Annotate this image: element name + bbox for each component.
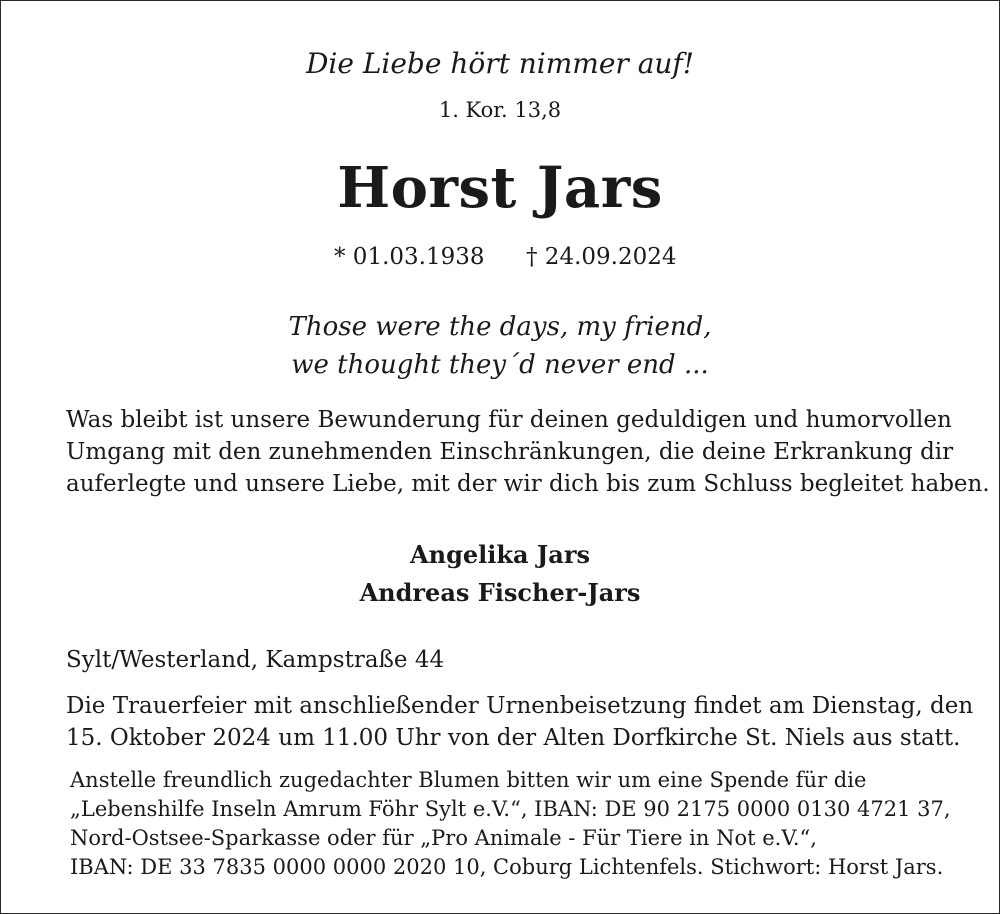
service-line: 15. Oktober 2024 um 11.00 Uhr von der Alten Dorfkirche St. Niels aus statt. — [66, 725, 961, 751]
service-info — [66, 690, 974, 754]
tribute-line: auferlegte und unsere Liebe, mit der wir dich bis zum Schluss begleitet haben. — [66, 471, 990, 497]
motto-reference: 1. Kor. 13,8 — [438, 98, 562, 122]
quote-line: Those were the days, my friend, — [288, 312, 712, 342]
signers — [0, 536, 1000, 612]
address: Sylt/Westerland, Kampstraße 44 — [66, 647, 445, 673]
quote — [0, 308, 1000, 384]
donation-line: Nord-Ostsee-Sparkasse oder für „Pro Animale - Für Tiere in Not e.V.“, — [70, 826, 817, 850]
tribute-text — [66, 404, 990, 500]
quote-line: we thought they´d never end ... — [291, 350, 709, 380]
tribute-line: Was bleibt ist unsere Bewunderung für deinen geduldigen und humorvollen — [66, 407, 952, 433]
service-line: Die Trauerfeier mit anschließender Urnenbeisetzung findet am Dienstag, den — [66, 693, 974, 719]
donation-info — [70, 766, 970, 882]
birth-date: * 01.03.1938 — [334, 244, 485, 270]
signer-name: Angelika Jars — [410, 540, 590, 569]
donation-line: „Lebenshilfe Inseln Amrum Föhr Sylt e.V.“, IBAN: DE 90 2175 0000 0130 4721 37, — [70, 797, 951, 821]
death-date: † 24.09.2024 — [526, 244, 677, 270]
deceased-name: Horst Jars — [337, 155, 663, 221]
signer-name: Andreas Fischer-Jars — [359, 578, 641, 607]
donation-line: Anstelle freundlich zugedachter Blumen bitten wir um eine Spende für die — [70, 768, 867, 792]
life-dates — [0, 242, 1000, 272]
donation-line: IBAN: DE 33 7835 0000 0000 2020 10, Coburg Lichtenfels. Stichwort: Horst Jars. — [70, 855, 944, 879]
tribute-line: Umgang mit den zunehmenden Einschränkungen, die deine Erkrankung dir — [66, 439, 954, 465]
motto: Die Liebe hört nimmer auf! — [305, 47, 695, 80]
